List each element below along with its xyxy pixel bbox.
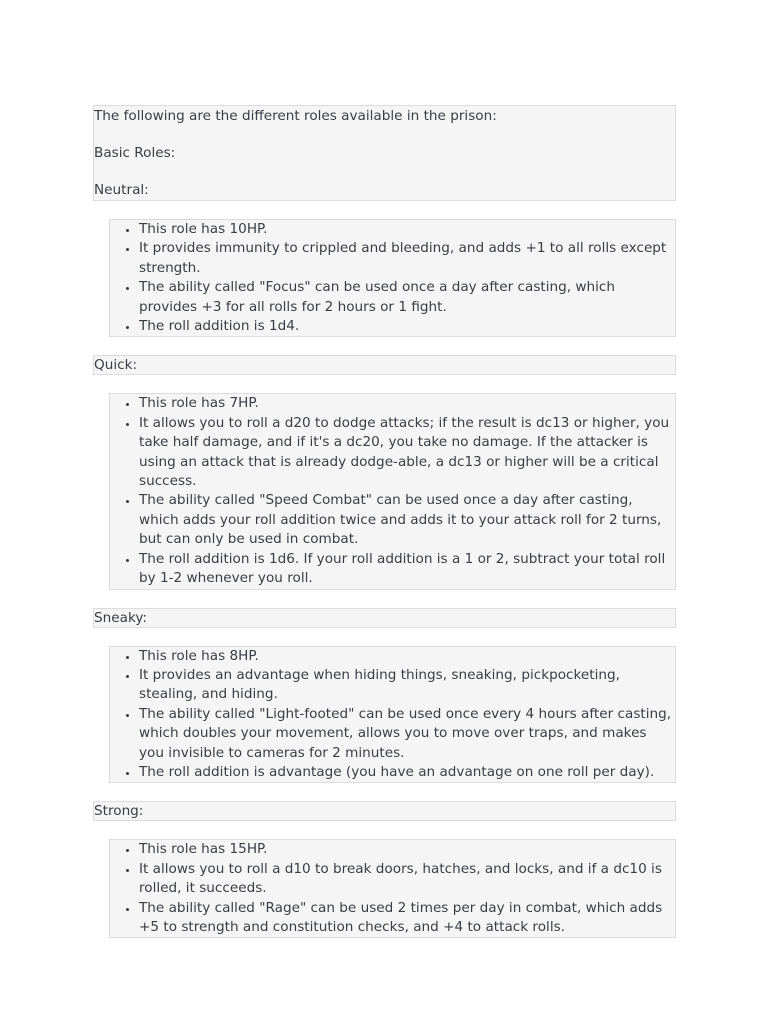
list-item: • It provides an advantage when hiding things, sneaking, pickpocketing, stealing, and hiding. bbox=[139, 666, 673, 705]
quick-heading: Quick: bbox=[93, 355, 676, 375]
neutral-list bbox=[109, 219, 676, 337]
neutral-heading: Neutral: bbox=[94, 182, 149, 198]
document-page bbox=[93, 105, 676, 938]
basic-roles-heading: Basic Roles: bbox=[94, 145, 176, 161]
list-item: • It allows you to roll a d10 to break doors, hatches, and locks, and if a dc10 is rolled, it succeeds. bbox=[139, 860, 673, 899]
list-item: • This role has 10HP. bbox=[139, 220, 673, 239]
list-item: • The ability called "Focus" can be used once a day after casting, which provides +3 for all rolls for 2 hours or 1 fight. bbox=[139, 278, 673, 317]
list-item: • The ability called "Speed Combat" can be used once a day after casting, which adds your roll addition twice and adds it to your attack roll for 2 turns, but can only be used in combat. bbox=[139, 491, 673, 549]
intro-text: The following are the different roles available in the prison: bbox=[94, 108, 497, 124]
list-item: • The roll addition is 1d4. bbox=[139, 317, 673, 336]
list-item: • The ability called "Rage" can be used 2 times per day in combat, which adds +5 to strength and constitution checks, and +4 to attack rolls. bbox=[139, 899, 673, 938]
strong-heading: Strong: bbox=[93, 801, 676, 821]
list-item: • The roll addition is advantage (you have an advantage on one roll per day). bbox=[139, 763, 673, 782]
list-item: • It allows you to roll a d20 to dodge attacks; if the result is dc13 or higher, you take half damage, and if it's a dc20, you take no damage. If the attacker is using an attack that is already dodge-able, a dc13 or higher will be a critical success. bbox=[139, 414, 673, 492]
list-item: • The ability called "Light-footed" can be used once every 4 hours after casting, which doubles your movement, allows you to move over traps, and makes you invisible to cameras for 2 minutes. bbox=[139, 705, 673, 763]
list-item: • It provides immunity to crippled and bleeding, and adds +1 to all rolls except strength. bbox=[139, 239, 673, 278]
quick-list bbox=[109, 393, 676, 589]
list-item: • This role has 7HP. bbox=[139, 394, 673, 413]
sneaky-heading: Sneaky: bbox=[93, 608, 676, 628]
sneaky-list bbox=[109, 646, 676, 784]
list-item: • This role has 8HP. bbox=[139, 647, 673, 666]
strong-list bbox=[109, 839, 676, 938]
intro-block bbox=[93, 105, 676, 201]
list-item: • The roll addition is 1d6. If your roll addition is a 1 or 2, subtract your total roll by 1-2 whenever you roll. bbox=[139, 550, 673, 589]
list-item: • This role has 15HP. bbox=[139, 840, 673, 859]
